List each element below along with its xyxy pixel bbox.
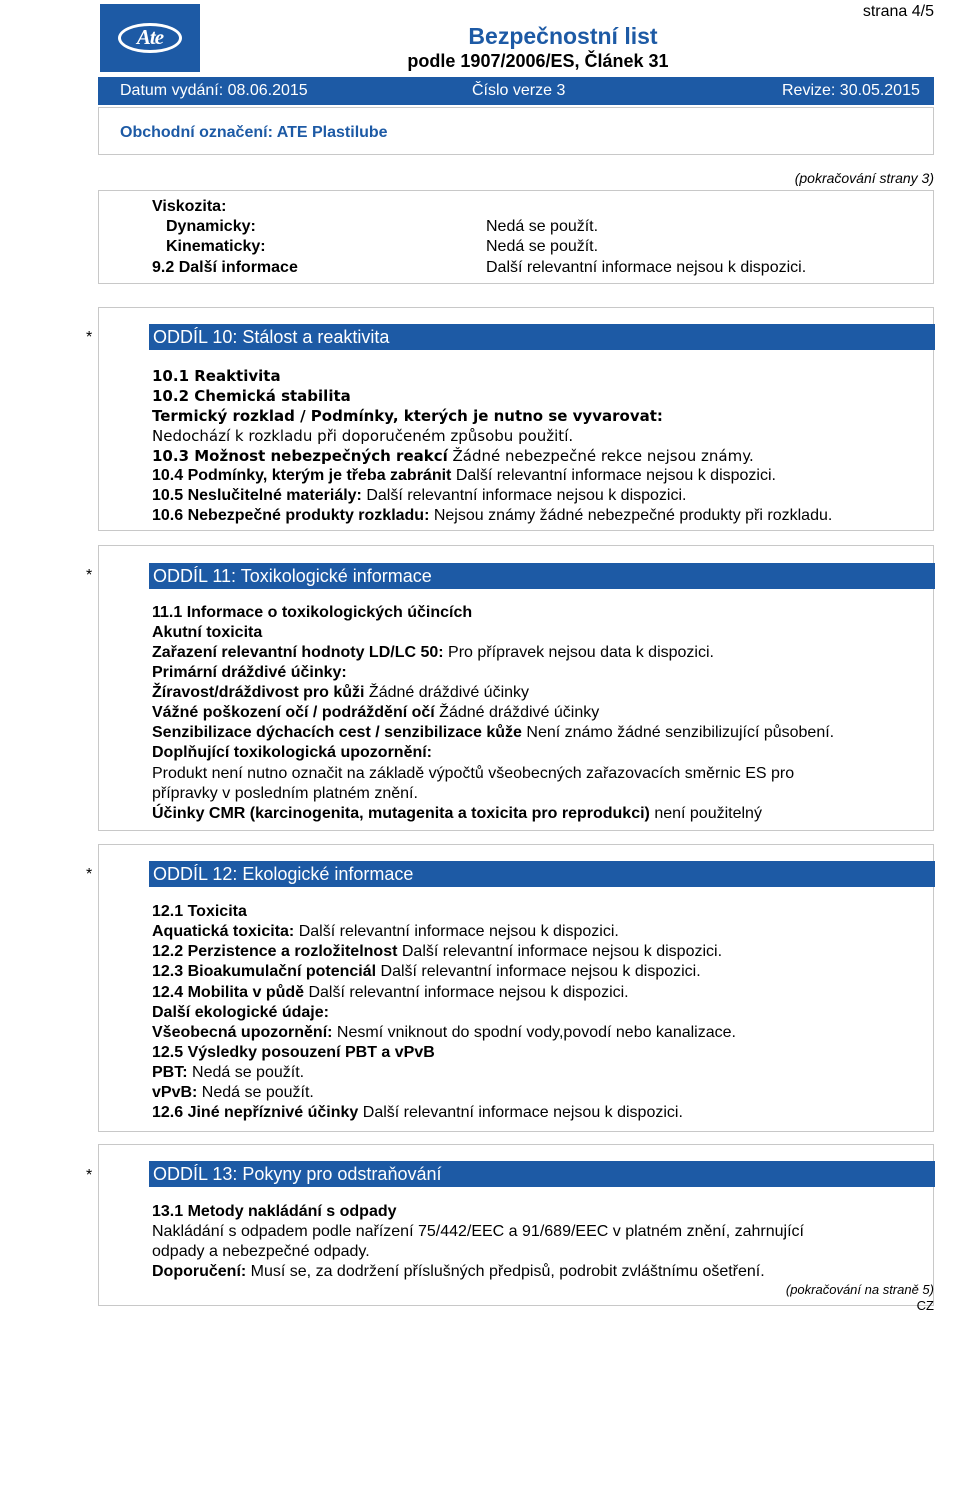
s11-skin	[152, 683, 529, 703]
s11-classification-text: Produkt není nutno označit na základě výpočtů všeobecných zařazovacích směrnic ES pro	[152, 765, 795, 782]
s11-sensitisation-value: Není známo žádné senzibilizující působení.	[521, 724, 835, 741]
s12-mobility-label: 12.4 Mobilita v půdě	[152, 984, 305, 1001]
s12-eco-data: Další ekologické údaje:	[152, 1004, 329, 1021]
s12-bioaccumulation-value: Další relevantní informace nejsou k dispozici.	[376, 963, 701, 980]
s11-cmr-label: Účinky CMR (karcinogenita, mutagenita a toxicita pro reprodukci)	[152, 805, 650, 822]
s10-incompatible-value: Další relevantní informace nejsou k dispozici.	[361, 487, 687, 504]
continued-from: (pokračování strany 3)	[794, 170, 934, 186]
s12-mobility	[152, 983, 629, 1003]
s12-vpvb-label: vPvB:	[152, 1084, 198, 1101]
s13-waste-text-cont: odpady a nebezpečné odpady.	[152, 1243, 370, 1260]
s11-sensitisation-label: Senzibilizace dýchacích cest / senzibilizace kůže	[152, 724, 522, 741]
viscosity-label: Viskozita:	[152, 198, 227, 215]
s11-classification-text-cont: přípravky v posledním platném znění.	[152, 785, 418, 802]
s12-mobility-value: Další relevantní informace nejsou k dispozici.	[304, 984, 629, 1001]
s11-sensitisation	[152, 723, 834, 743]
s10-hazardous-reactions	[152, 446, 754, 466]
header-info-bar	[98, 77, 934, 105]
dynamic-value: Nedá se použít.	[486, 218, 599, 235]
s12-persistence	[152, 942, 722, 962]
ate-logo	[100, 4, 200, 72]
s10-hazardous-reactions-value: Žádné nebezpečné rekce nejsou známy.	[447, 447, 754, 465]
s11-cmr	[152, 804, 762, 824]
s12-general-notes-value: Nesmí vniknout do spodní vody,povodí nebo kanalizace.	[332, 1024, 736, 1041]
section12-title: ODDÍL 12: Ekologické informace	[149, 861, 935, 887]
s12-bioaccumulation-label: 12.3 Bioakumulační potenciál	[152, 963, 377, 980]
s11-additional-notes: Doplňující toxikologická upozornění:	[152, 744, 433, 761]
s10-hazardous-reactions-label: 10.3 Možnost nebezpečných reakcí	[152, 447, 448, 465]
page-number: strana 4/5	[862, 3, 934, 20]
s10-decomposition-products-value: Nejsou známy žádné nebezpečné produkty při rozkladu.	[429, 507, 833, 524]
kinematic-label: Kinematicky:	[166, 238, 266, 255]
s12-aquatic-value: Další relevantní informace nejsou k dispozici.	[294, 923, 619, 940]
s11-cmr-value: není použitelný	[649, 805, 762, 822]
s11-eye	[152, 703, 599, 723]
s11-eye-label: Vážné poškození očí / podráždění očí	[152, 704, 435, 721]
language-code: CZ	[916, 1298, 934, 1313]
version-number: Číslo verze 3	[472, 82, 566, 99]
s12-aquatic	[152, 922, 619, 942]
s12-vpvb	[152, 1083, 314, 1103]
s10-decomposition-products-label: 10.6 Nebezpečné produkty rozkladu:	[152, 507, 430, 524]
s12-pbt-vpvb-results: 12.5 Výsledky posouzení PBT a vPvB	[152, 1044, 435, 1061]
s12-vpvb-value: Nedá se použít.	[197, 1084, 314, 1101]
s13-waste-text: Nakládání s odpadem podle nařízení 75/442/EEC a 91/689/EEC v platném znění, zahrnující	[152, 1223, 804, 1240]
section13-title: ODDÍL 13: Pokyny pro odstraňování	[149, 1161, 935, 1187]
s10-conditions-avoid	[152, 466, 776, 486]
s10-thermal: Termický rozklad / Podmínky, kterých je nutno se vyvarovat:	[152, 407, 663, 425]
dynamic-label: Dynamicky:	[166, 218, 256, 235]
s10-stability: 10.2 Chemická stabilita	[152, 387, 351, 405]
issue-date: Datum vydání: 08.06.2015	[120, 82, 308, 99]
s11-info-effects: 11.1 Informace o toxikologických účincích	[152, 604, 473, 621]
kinematic-value: Nedá se použít.	[486, 238, 599, 255]
other-info-value: Další relevantní informace nejsou k dispozici.	[486, 259, 807, 276]
revision-marker: *	[86, 866, 93, 883]
s11-ld-lc50	[152, 643, 714, 663]
s10-no-decomposition: Nedochází k rozkladu při doporučeném způsobu použití.	[152, 427, 574, 445]
s11-skin-label: Žíravost/dráždivost pro kůži	[152, 684, 365, 701]
s12-pbt	[152, 1063, 304, 1083]
s12-other-effects	[152, 1103, 683, 1123]
s13-recommendation-label: Doporučení:	[152, 1263, 247, 1280]
trade-name-box	[98, 107, 934, 155]
s11-eye-value: Žádné dráždivé účinky	[434, 704, 600, 721]
s12-pbt-value: Nedá se použít.	[187, 1064, 305, 1081]
s10-conditions-avoid-label: 10.4 Podmínky, kterým je třeba zabránit	[152, 467, 452, 484]
s10-reactivity: 10.1 Reaktivita	[152, 367, 281, 385]
s12-general-notes-label: Všeobecná upozornění:	[152, 1024, 333, 1041]
s12-pbt-label: PBT:	[152, 1064, 188, 1081]
s11-ld-lc50-value: Pro přípravek nejsou data k dispozici.	[443, 644, 714, 661]
s12-general-notes	[152, 1023, 736, 1043]
document-subtitle: podle 1907/2006/ES, Článek 31	[407, 51, 669, 71]
s12-other-effects-value: Další relevantní informace nejsou k dispozici.	[358, 1104, 683, 1121]
s12-bioaccumulation	[152, 962, 701, 982]
s13-waste-methods: 13.1 Metody nakládání s odpady	[152, 1203, 397, 1220]
revision-marker: *	[86, 1167, 93, 1184]
s13-recommendation-value: Musí se, za dodržení příslušných předpisů, podrobit zvláštnímu ošetření.	[246, 1263, 765, 1280]
s11-ld-lc50-label: Zařazení relevantní hodnoty LD/LC 50:	[152, 644, 444, 661]
revision-marker: *	[86, 329, 93, 346]
s12-toxicity: 12.1 Toxicita	[152, 903, 247, 920]
s12-persistence-label: 12.2 Perzistence a rozložitelnost	[152, 943, 398, 960]
document-header	[98, 3, 934, 151]
s13-recommendation	[152, 1262, 765, 1282]
trade-name: Obchodní označení: ATE Plastilube	[120, 124, 388, 141]
section10-title: ODDÍL 10: Stálost a reaktivita	[149, 324, 935, 350]
logo-mark: Ate	[136, 25, 164, 49]
continued-on: (pokračování na straně 5)	[785, 1282, 934, 1297]
s12-aquatic-label: Aquatická toxicita:	[152, 923, 295, 940]
other-info-label: 9.2 Další informace	[152, 259, 298, 276]
section11-title: ODDÍL 11: Toxikologické informace	[149, 563, 935, 589]
s10-decomposition-products	[152, 506, 832, 526]
s10-conditions-avoid-value: Další relevantní informace nejsou k dispozici.	[451, 467, 776, 484]
s12-other-effects-label: 12.6 Jiné nepříznivé účinky	[152, 1104, 359, 1121]
document-title: Bezpečnostní list	[468, 23, 658, 49]
s11-acute-toxicity: Akutní toxicita	[152, 624, 263, 641]
revision-date: Revize: 30.05.2015	[782, 82, 920, 99]
s11-skin-value: Žádné dráždivé účinky	[364, 684, 530, 701]
revision-marker: *	[86, 567, 93, 584]
s10-incompatible-label: 10.5 Neslučitelné materiály:	[152, 487, 362, 504]
s10-incompatible	[152, 486, 686, 506]
s12-persistence-value: Další relevantní informace nejsou k dispozici.	[397, 943, 723, 960]
s11-primary-irritation: Primární dráždivé účinky:	[152, 664, 347, 681]
